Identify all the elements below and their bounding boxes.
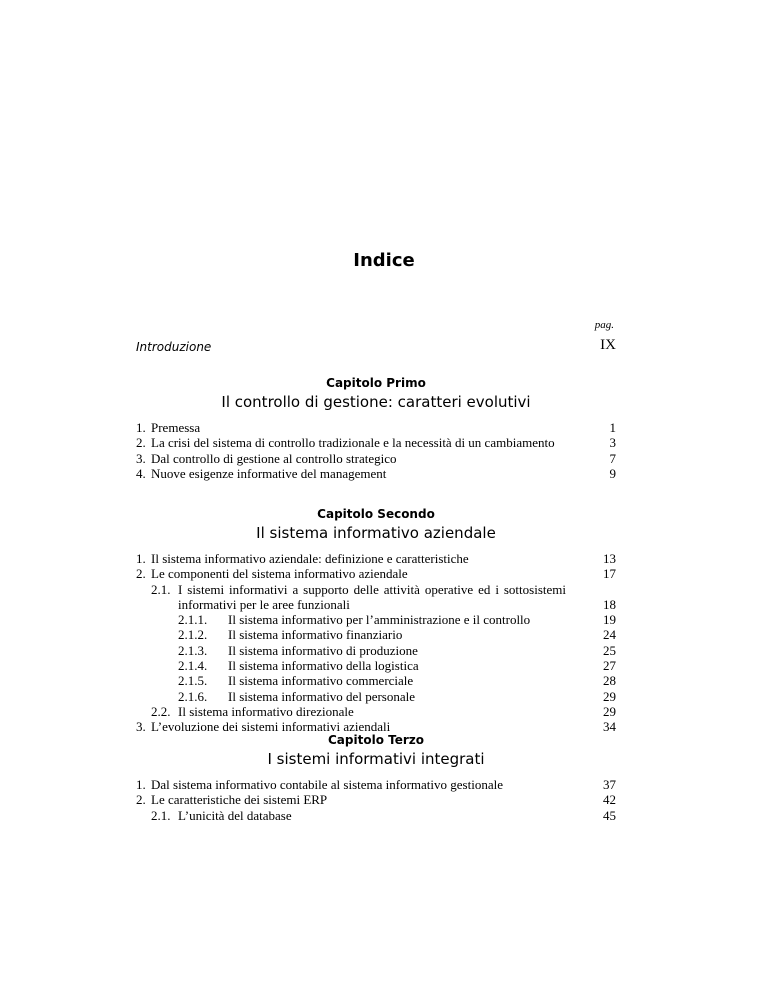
entry-text: La crisi del sistema di controllo tradizionale e la necessità di un cambiamento	[151, 435, 555, 451]
entry-text: Il sistema informativo direzionale	[178, 703, 354, 719]
entry-number: 2.	[136, 566, 146, 582]
entry-page: 25	[603, 642, 616, 658]
entry-page: 29	[603, 703, 616, 719]
entry-text: Introduzione	[136, 340, 212, 354]
toc-entry[interactable]	[136, 627, 616, 642]
toc-entry[interactable]	[136, 420, 616, 435]
toc-entry[interactable]	[136, 792, 616, 807]
entry-text: Il sistema informativo del personale	[228, 688, 416, 704]
entry-text: Nuove esigenze informative del management	[151, 465, 387, 481]
entry-page: 28	[603, 673, 616, 689]
entry-page: 3	[609, 435, 616, 451]
entry-number: 2.2.	[151, 703, 171, 719]
toc-entry-introduzione[interactable]	[136, 337, 616, 357]
entry-text: L’evoluzione dei sistemi informativi aziendali	[151, 719, 391, 735]
entry-page: 29	[603, 688, 616, 704]
entry-number: 1.	[136, 551, 146, 566]
entry-page: 19	[603, 612, 616, 628]
toc-entry[interactable]	[136, 643, 616, 658]
toc-entry[interactable]	[136, 466, 616, 481]
chapter-label: Capitolo Secondo	[317, 507, 435, 521]
entry-page: 17	[603, 566, 616, 582]
toc-entry[interactable]	[136, 704, 616, 719]
entry-number: 2.	[136, 435, 146, 451]
entry-text: Il sistema informativo per l’amministrazione e il controllo	[228, 612, 531, 628]
entry-number: 3.	[136, 719, 146, 735]
entry-text: Premessa	[151, 420, 201, 435]
entry-text: Dal sistema informativo contabile al sistema informativo gestionale	[151, 777, 503, 792]
entry-page: 34	[603, 719, 616, 735]
entry-text: Il sistema informativo della logistica	[228, 658, 419, 674]
toc-entry[interactable]	[136, 551, 616, 566]
entry-text: I sistemi informativi a supporto delle attività operative ed i sottosistemi informativi per le aree funzionali	[178, 581, 566, 612]
chapter-label: Capitolo Primo	[326, 376, 426, 390]
entry-number: 2.1.3.	[178, 642, 208, 658]
entry-number: 2.1.	[151, 581, 171, 597]
chapter-title: Il controllo di gestione: caratteri evolutivi	[221, 393, 531, 411]
toc-entry[interactable]	[136, 689, 616, 704]
chapter-entries	[136, 551, 616, 735]
entry-number: 2.1.5.	[178, 673, 208, 689]
entry-page: IX	[600, 337, 616, 353]
entry-text: L’unicità del database	[178, 807, 292, 823]
entry-page: 24	[603, 627, 616, 643]
entry-number: 4.	[136, 465, 146, 481]
entry-number: 2.1.4.	[178, 658, 208, 674]
chapter-title: I sistemi informativi integrati	[267, 750, 485, 768]
entry-number: 2.1.	[151, 807, 171, 823]
entry-text: Il sistema informativo commerciale	[228, 673, 414, 689]
toc-entry[interactable]	[136, 566, 616, 581]
chapter-entries	[136, 777, 616, 823]
toc-entry[interactable]	[136, 451, 616, 466]
entry-text: Il sistema informativo di produzione	[228, 642, 418, 658]
entry-number: 2.	[136, 792, 146, 808]
entry-page: 7	[609, 450, 616, 466]
entry-number: 1.	[136, 420, 146, 435]
page-title: Indice	[353, 250, 415, 271]
toc-entry[interactable]	[136, 435, 616, 450]
toc-entry[interactable]	[136, 777, 616, 792]
entry-text: Le componenti del sistema informativo aziendale	[151, 566, 408, 582]
entry-number: 2.1.2.	[178, 627, 208, 643]
entry-page: 45	[603, 807, 616, 823]
entry-number: 2.1.6.	[178, 688, 208, 704]
chapter-label: Capitolo Terzo	[328, 733, 424, 747]
entry-page: 27	[603, 658, 616, 674]
entry-text: Il sistema informativo finanziario	[228, 627, 403, 643]
entry-text: Il sistema informativo aziendale: definizione e caratteristiche	[151, 551, 469, 566]
toc-entry[interactable]	[136, 612, 616, 627]
entry-page: 13	[603, 551, 616, 566]
chapter-3	[136, 732, 616, 823]
chapter-2	[136, 506, 616, 735]
toc-entry[interactable]	[136, 658, 616, 673]
entry-page: 42	[603, 792, 616, 808]
toc-entry[interactable]	[136, 808, 616, 823]
toc-entry[interactable]	[136, 673, 616, 688]
entry-number: 1.	[136, 777, 146, 792]
entry-text: Le caratteristiche dei sistemi ERP	[151, 792, 328, 808]
entry-page: 9	[609, 465, 616, 481]
toc-entry[interactable]	[136, 582, 616, 613]
entry-page: 37	[603, 777, 616, 792]
entry-text: Dal controllo di gestione al controllo strategico	[151, 450, 397, 466]
entry-number: 3.	[136, 450, 146, 466]
entry-page: 18	[603, 596, 616, 612]
entry-number: 2.1.1.	[178, 612, 208, 628]
chapter-title: Il sistema informativo aziendale	[256, 524, 496, 542]
chapter-entries	[136, 420, 616, 481]
chapter-1	[136, 375, 616, 481]
entry-page: 1	[609, 420, 616, 435]
page-column-label: pag.	[594, 319, 614, 331]
